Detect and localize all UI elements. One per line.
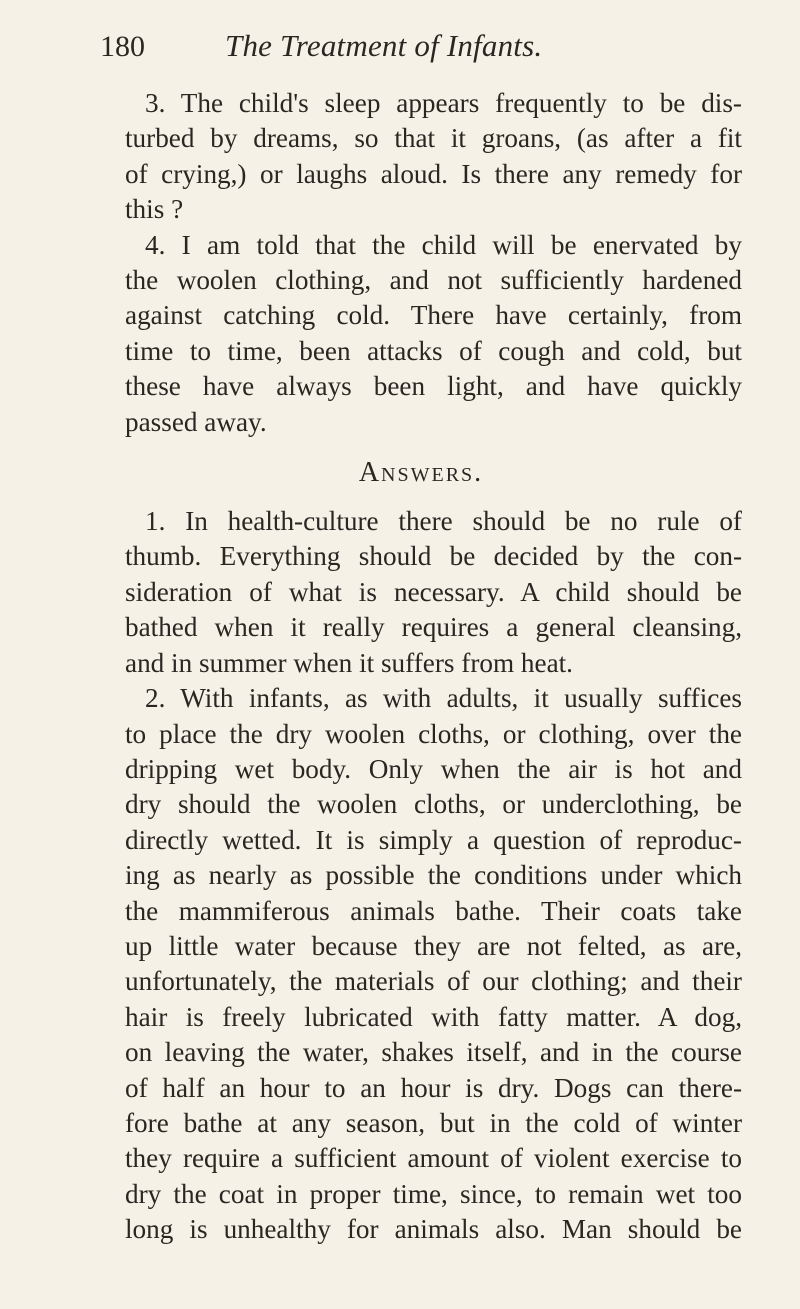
body-text (100, 86, 742, 1248)
text-line: up little water because they are not felted, as are, (125, 930, 742, 961)
running-head (100, 28, 742, 86)
text-line: of crying,) or laughs aloud. Is there any remedy for (125, 158, 742, 189)
text-line: this ? (125, 194, 184, 225)
text-line: of half an hour to an hour is dry. Dogs can there- (125, 1072, 742, 1103)
text-line: dry the coat in proper time, since, to remain wet too (125, 1178, 742, 1209)
text-line: directly wetted. It is simply a question of reproduc- (125, 824, 742, 855)
text-line: turbed by dreams, so that it groans, (as after a fit (125, 123, 742, 154)
text-line: on leaving the water, shakes itself, and in the course (125, 1037, 742, 1068)
text-line: dripping wet body. Only when the air is hot and (125, 753, 742, 784)
text-line: bathed when it really requires a general cleansing, (125, 612, 742, 643)
question-4 (100, 228, 742, 440)
question-3 (100, 86, 742, 228)
text-line: 4. I am told that the child will be enervated by (145, 229, 742, 260)
text-line: passed away. (125, 406, 267, 437)
text-line: sideration of what is necessary. A child should be (125, 576, 742, 607)
text-line: long is unhealthy for animals also. Man should be (125, 1214, 742, 1245)
answer-1 (100, 504, 742, 681)
text-line: time to time, been attacks of cough and cold, but (125, 335, 742, 366)
text-line: to place the dry woolen cloths, or clothing, over the (125, 718, 742, 749)
text-line: the woolen clothing, and not sufficiently hardened (125, 265, 742, 296)
text-line: unfortunately, the materials of our clothing; and their (125, 966, 742, 997)
text-line: fore bathe at any season, but in the cold of winter (125, 1107, 742, 1138)
text-line: and in summer when it suffers from heat. (125, 647, 573, 678)
text-line: 3. The child's sleep appears frequently to be dis- (145, 88, 742, 118)
text-line: thumb. Everything should be decided by the con- (125, 541, 742, 572)
text-line: these have always been light, and have quickly (125, 371, 742, 402)
text-line: 2. With infants, as with adults, it usually suffices (145, 683, 742, 714)
text-line: they require a sufficient amount of violent exercise to (125, 1143, 742, 1174)
text-line: dry should the woolen cloths, or underclothing, be (125, 789, 742, 820)
running-title: The Treatment of Infants. (225, 28, 543, 63)
text-line: ing as nearly as possible the conditions under which (125, 860, 742, 891)
text-line: against catching cold. There have certainly, from (125, 300, 742, 331)
page-number: 180 (100, 30, 145, 63)
text-line: hair is freely lubricated with fatty matter. A dog, (125, 1001, 742, 1032)
answers-heading: Answers. (358, 457, 484, 489)
text-line: the mammiferous animals bathe. Their coats take (125, 895, 742, 926)
text-line: 1. In health-culture there should be no rule of (145, 506, 742, 537)
answer-2 (100, 681, 742, 1248)
